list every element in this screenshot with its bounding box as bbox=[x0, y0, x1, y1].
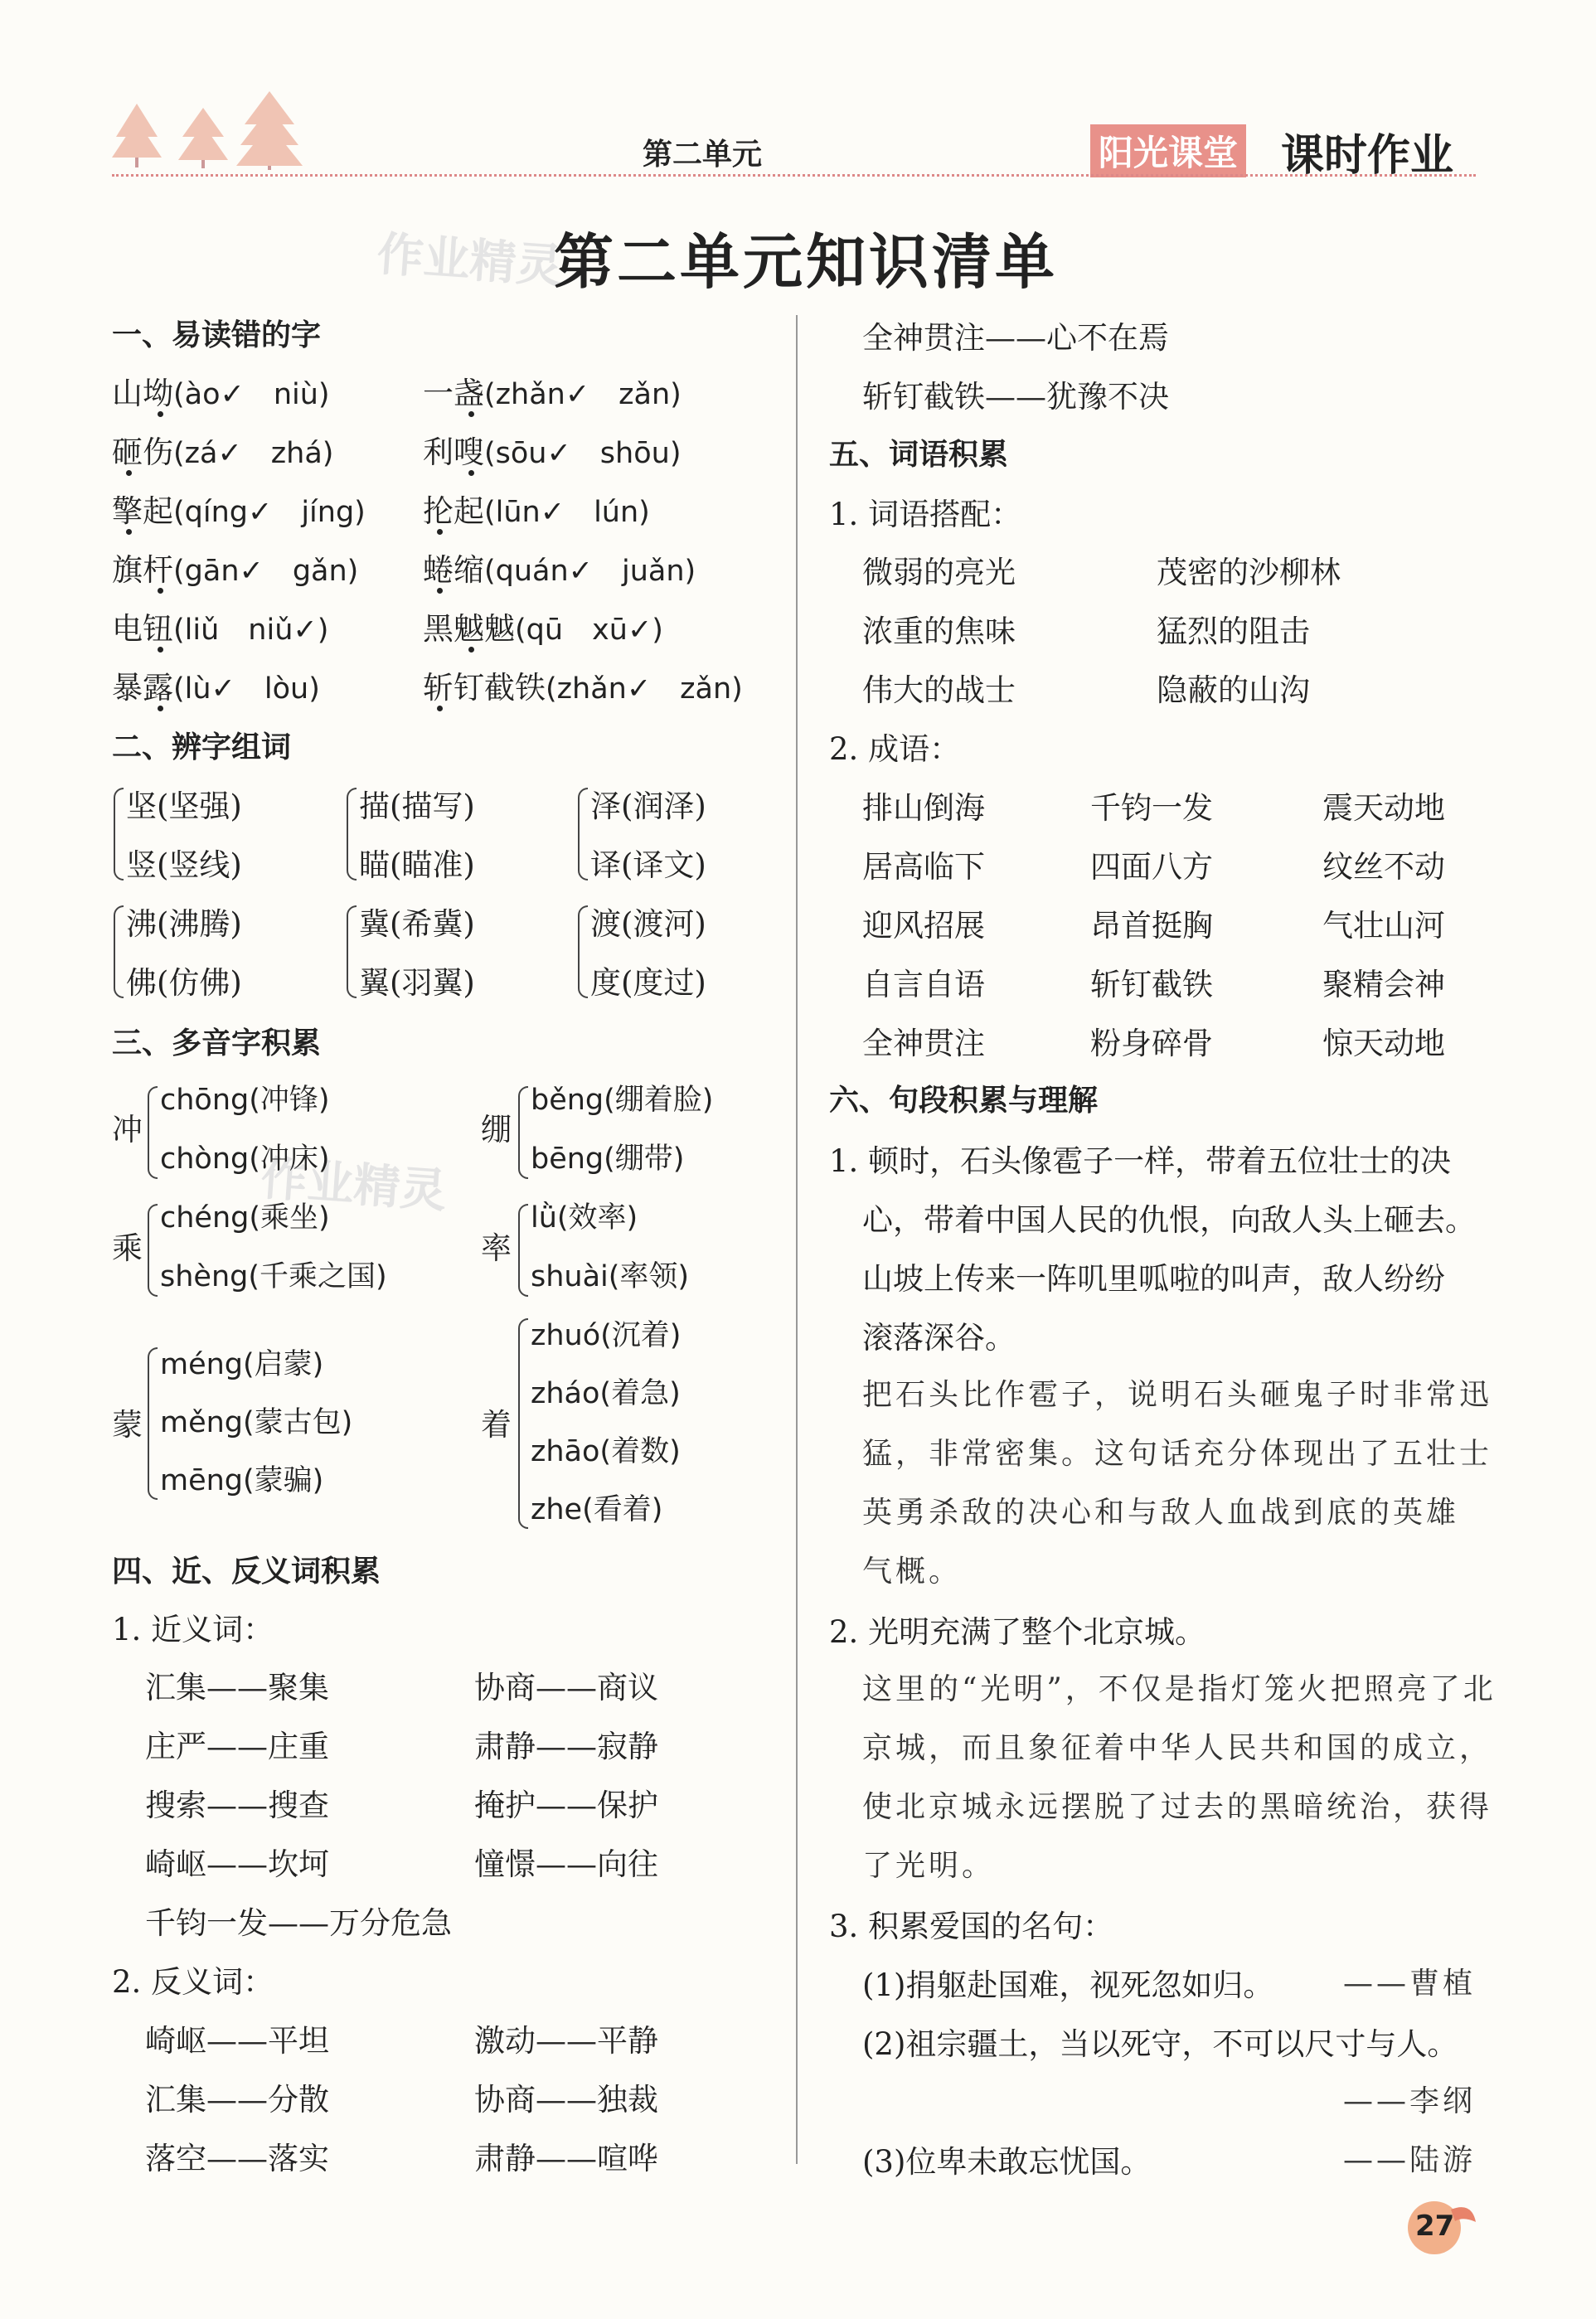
idiom-item: 斩钉截铁 bbox=[1090, 967, 1213, 1002]
char-pair-item: 佛(仿佛) bbox=[126, 965, 242, 1001]
quote-author: ——曹植 bbox=[1342, 1967, 1476, 2001]
char-pair-item: 竖(竖线) bbox=[126, 847, 242, 883]
antonym-item: 协商——独裁 bbox=[474, 2082, 658, 2118]
antonym-item: 肃静——喧哗 bbox=[474, 2141, 658, 2176]
synonym-item: 掩护——保护 bbox=[474, 1788, 658, 1823]
char-pair-item: 翼(羽翼) bbox=[359, 965, 475, 1001]
synonym-item: 搜索——搜查 bbox=[145, 1788, 329, 1823]
handwritten-answer: 把石头比作雹子，说明石头砸鬼子时非常迅 bbox=[862, 1378, 1493, 1412]
section-heading: 一、易读错的字 bbox=[112, 318, 322, 352]
char-pair-item: 冀(希冀) bbox=[359, 906, 475, 942]
char-pair-item: 泽(润泽) bbox=[590, 788, 706, 824]
synonym-item: 崎岖——坎坷 bbox=[145, 1846, 329, 1882]
reading-item: zhe(看着) bbox=[531, 1493, 663, 1526]
idiom-item: 惊天动地 bbox=[1322, 1026, 1445, 1061]
antonym-item: 崎岖——平坦 bbox=[145, 2023, 329, 2059]
word-item: 砸伤(zá✓ zhá) bbox=[112, 434, 334, 470]
sub-heading: 2. 成语： bbox=[829, 731, 961, 767]
quote-author: ——李纲 bbox=[1342, 2084, 1476, 2118]
emphasis-dot bbox=[437, 588, 443, 594]
polyphone-char: 绷 bbox=[481, 1112, 512, 1147]
reading-item: méng(启蒙) bbox=[160, 1348, 324, 1381]
polyphone-char: 着 bbox=[481, 1407, 512, 1443]
idiom-item: 粉身碎骨 bbox=[1090, 1026, 1213, 1061]
page-number: 27 bbox=[1415, 2210, 1455, 2243]
reading-item: chòng(冲床) bbox=[160, 1143, 330, 1176]
brace bbox=[578, 788, 588, 881]
word-item: 电钮(liǔ niǔ✓) bbox=[112, 611, 329, 647]
idiom-item: 昂首挺胸 bbox=[1090, 908, 1213, 944]
collocation-item: 猛烈的阻击 bbox=[1157, 614, 1310, 649]
collocation-item: 茂密的沙柳林 bbox=[1157, 555, 1341, 590]
reading-item: zháo(着急) bbox=[531, 1377, 681, 1410]
reading-item: chéng(乘坐) bbox=[160, 1201, 330, 1235]
reading-item: chōng(冲锋) bbox=[160, 1084, 330, 1117]
brace bbox=[347, 905, 357, 998]
emphasis-dot bbox=[126, 470, 132, 476]
polyphone-char: 蒙 bbox=[112, 1407, 143, 1443]
emphasis-dot bbox=[126, 529, 132, 535]
word-item: 一盏(zhǎn✓ zǎn) bbox=[423, 376, 682, 411]
idiom-item: 四面八方 bbox=[1090, 849, 1213, 885]
char-pair-item: 渡(渡河) bbox=[590, 906, 706, 942]
synonym-item: 庄严——庄重 bbox=[145, 1729, 329, 1764]
watermark: 作业精灵 bbox=[375, 227, 565, 294]
handwritten-answer: 猛，非常密集。这句话充分体现出了五壮士 bbox=[862, 1437, 1493, 1471]
idiom-item: 气壮山河 bbox=[1322, 908, 1445, 944]
word-item: 抡起(lūn✓ lún) bbox=[423, 493, 650, 529]
collocation-item: 微弱的亮光 bbox=[862, 555, 1016, 590]
emphasis-dot bbox=[158, 647, 163, 653]
char-pair-item: 描(描写) bbox=[359, 788, 475, 824]
quote-text: (2)祖宗疆土，当以死守，不可以尺寸与人。 bbox=[862, 2026, 1458, 2062]
section-heading: 二、辨字组词 bbox=[112, 730, 292, 764]
emphasis-dot bbox=[158, 411, 163, 417]
emphasis-dot bbox=[468, 411, 474, 417]
reading-item: zhāo(着数) bbox=[531, 1435, 681, 1468]
word-item: 擎起(qíng✓ jíng) bbox=[112, 493, 366, 529]
word-item: 蜷缩(quán✓ juǎn) bbox=[423, 552, 696, 588]
brace bbox=[518, 1086, 528, 1179]
reading-item: zhuó(沉着) bbox=[531, 1319, 682, 1352]
tree-decoration-icon bbox=[112, 87, 303, 170]
handwritten-answer: 英勇杀敌的决心和与敌人血战到底的英雄 bbox=[862, 1496, 1460, 1530]
synonym-item: 憧憬——向往 bbox=[474, 1846, 658, 1882]
emphasis-dot bbox=[468, 647, 474, 653]
header-dotted-line bbox=[112, 174, 1476, 177]
brand-box: 阳光课堂 bbox=[1090, 124, 1246, 177]
idiom-item: 自言自语 bbox=[862, 967, 985, 1002]
idiom-item: 千钧一发 bbox=[1090, 790, 1213, 826]
emphasis-dot bbox=[158, 706, 163, 711]
reading-item: mēng(蒙骗) bbox=[160, 1464, 324, 1497]
antonym-item: 落空——落实 bbox=[145, 2141, 329, 2176]
section-heading: 六、句段积累与理解 bbox=[829, 1084, 1099, 1118]
brace bbox=[518, 1318, 528, 1529]
char-pair-item: 度(度过) bbox=[590, 965, 706, 1001]
sub-heading: 1. 词语搭配： bbox=[829, 497, 1022, 532]
antonym-item: 汇集——分散 bbox=[145, 2082, 329, 2118]
quote-author: ——陆游 bbox=[1342, 2143, 1476, 2177]
idiom-item: 聚精会神 bbox=[1322, 967, 1445, 1002]
synonym-item: 千钧一发——万分危急 bbox=[145, 1905, 452, 1941]
brand-text: 课时作业 bbox=[1281, 131, 1454, 181]
sub-heading: 1. 近义词： bbox=[112, 1612, 274, 1647]
brace bbox=[578, 905, 588, 998]
idiom-item: 居高临下 bbox=[862, 849, 985, 885]
brace bbox=[148, 1086, 158, 1179]
section-heading: 五、词语积累 bbox=[829, 438, 1009, 472]
page-title: 第二单元知识清单 bbox=[554, 226, 1059, 297]
idiom-item: 纹丝不动 bbox=[1322, 849, 1445, 885]
brace bbox=[148, 1204, 158, 1297]
quote-text: (1)捐躯赴国难，视死忽如归。 bbox=[862, 1967, 1274, 2003]
question-text: 滚落深谷。 bbox=[862, 1320, 1016, 1356]
reading-item: shuài(率领) bbox=[531, 1260, 690, 1293]
brace bbox=[347, 788, 357, 881]
antonym-item: 斩钉截铁——犹豫不决 bbox=[862, 379, 1169, 415]
char-pair-item: 译(译文) bbox=[590, 847, 706, 883]
question-text: 山坡上传来一阵叽里呱啦的叫声，敌人纷纷 bbox=[862, 1261, 1445, 1297]
idiom-item: 全神贯注 bbox=[862, 1026, 985, 1061]
antonym-item: 全神贯注——心不在焉 bbox=[862, 320, 1169, 356]
column-divider bbox=[796, 315, 798, 2164]
emphasis-dot bbox=[437, 706, 443, 711]
word-item: 利嗖(sōu✓ shōu) bbox=[423, 434, 682, 470]
polyphone-char: 乘 bbox=[112, 1230, 143, 1266]
reading-item: měng(蒙古包) bbox=[160, 1406, 353, 1439]
handwritten-answer: 了光明。 bbox=[862, 1849, 996, 1883]
reading-item: shèng(千乘之国) bbox=[160, 1260, 387, 1293]
char-pair-item: 坚(坚强) bbox=[126, 788, 242, 824]
idiom-item: 迎风招展 bbox=[862, 908, 985, 944]
word-item: 旗杆(gān✓ gǎn) bbox=[112, 552, 359, 588]
sub-heading: 2. 反义词： bbox=[112, 1964, 274, 2000]
idiom-item: 排山倒海 bbox=[862, 790, 985, 826]
question-text: 1. 顿时，石头像雹子一样，带着五位壮士的决 bbox=[829, 1143, 1452, 1179]
antonym-item: 激动——平静 bbox=[474, 2023, 658, 2059]
word-item: 黑魆魆(qū xū✓) bbox=[423, 611, 663, 647]
collocation-item: 浓重的焦味 bbox=[862, 614, 1016, 649]
brace bbox=[518, 1204, 528, 1297]
emphasis-dot bbox=[158, 588, 163, 594]
polyphone-char: 冲 bbox=[112, 1112, 143, 1147]
quote-text: (3)位卑未敢忘忧国。 bbox=[862, 2144, 1152, 2180]
handwritten-answer: 这里的“光明”，不仅是指灯笼火把照亮了北 bbox=[862, 1672, 1497, 1706]
idiom-item: 震天动地 bbox=[1322, 790, 1445, 826]
word-item: 山坳(ào✓ niù) bbox=[112, 376, 330, 411]
word-item: 暴露(lù✓ lòu) bbox=[112, 670, 320, 706]
collocation-item: 隐蔽的山沟 bbox=[1157, 672, 1310, 708]
char-pair-item: 瞄(瞄准) bbox=[359, 847, 475, 883]
reading-item: běng(绷着脸) bbox=[531, 1084, 714, 1117]
section-heading: 四、近、反义词积累 bbox=[112, 1555, 381, 1589]
brace bbox=[114, 905, 124, 998]
reading-item: bēng(绷带) bbox=[531, 1143, 685, 1176]
watermark: 作业精灵 bbox=[259, 1152, 449, 1219]
synonym-item: 协商——商议 bbox=[474, 1670, 658, 1705]
word-item: 斩钉截铁(zhǎn✓ zǎn) bbox=[423, 670, 743, 706]
char-pair-item: 沸(沸腾) bbox=[126, 906, 242, 942]
handwritten-answer: 京城，而且象征着中华人民共和国的成立， bbox=[862, 1731, 1493, 1765]
handwritten-answer: 使北京城永远摆脱了过去的黑暗统治，获得 bbox=[862, 1790, 1493, 1824]
reading-item: lǜ(效率) bbox=[531, 1201, 638, 1235]
question-text: 2. 光明充满了整个北京城。 bbox=[829, 1614, 1206, 1650]
brace bbox=[114, 788, 124, 881]
collocation-item: 伟大的战士 bbox=[862, 672, 1016, 708]
synonym-item: 肃静——寂静 bbox=[474, 1729, 658, 1764]
unit-label: 第二单元 bbox=[643, 138, 763, 172]
question-text: 心，带着中国人民的仇恨，向敌人头上砸去。 bbox=[862, 1202, 1476, 1238]
emphasis-dot bbox=[468, 470, 474, 476]
section-heading: 三、多音字积累 bbox=[112, 1026, 322, 1060]
question-text: 3. 积累爱国的名句： bbox=[829, 1909, 1114, 1944]
synonym-item: 汇集——聚集 bbox=[145, 1670, 329, 1705]
brace bbox=[148, 1347, 158, 1500]
emphasis-dot bbox=[437, 529, 443, 535]
polyphone-char: 率 bbox=[481, 1230, 512, 1266]
handwritten-answer: 气概。 bbox=[862, 1555, 963, 1589]
